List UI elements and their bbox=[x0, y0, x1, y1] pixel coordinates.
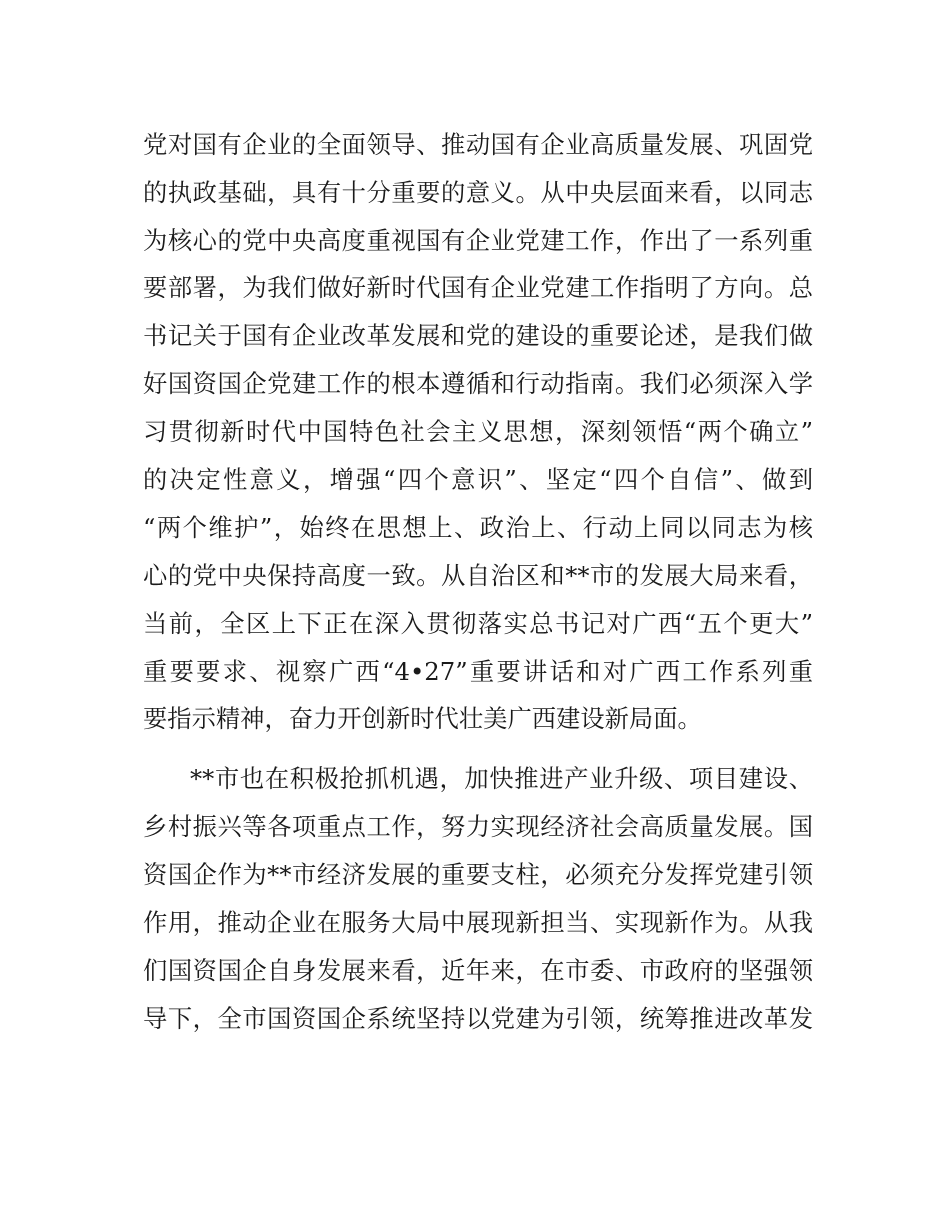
text-line: 资国企作为**市经济发展的重要支柱，必须充分发挥党建引领 bbox=[143, 860, 813, 889]
text-line: 们国资国企自身发展来看，近年来，在市委、市政府的坚强领 bbox=[143, 956, 813, 985]
text-line: **市也在积极抢抓机遇，加快推进产业升级、项目建设、 bbox=[190, 764, 813, 793]
text-line: “两个维护”，始终在思想上、政治上、行动上同以同志为核 bbox=[143, 513, 813, 542]
text-line: 心的党中央保持高度一致。从自治区和**市的发展大局来看， bbox=[143, 561, 813, 590]
text-line: 导下，全市国资国企系统坚持以党建为引领，统筹推进改革发 bbox=[143, 1004, 813, 1033]
text-line: 要部署，为我们做好新时代国有企业党建工作指明了方向。总 bbox=[143, 273, 813, 302]
text-line: 要指示精神，奋力开创新时代壮美广西建设新局面。 bbox=[143, 704, 702, 733]
text-line: 好国资国企党建工作的根本遵循和行动指南。我们必须深入学 bbox=[143, 369, 813, 398]
text-line: 的决定性意义，增强“四个意识”、坚定“四个自信”、做到 bbox=[143, 465, 813, 494]
text-line: 党对国有企业的全面领导、推动国有企业高质量发展、巩固党 bbox=[143, 130, 813, 159]
text-line: 书记关于国有企业改革发展和党的建设的重要论述，是我们做 bbox=[143, 321, 813, 350]
text-line: 重要要求、视察广西“4•27”重要讲话和对广西工作系列重 bbox=[143, 657, 813, 686]
text-line: 为核心的党中央高度重视国有企业党建工作，作出了一系列重 bbox=[143, 226, 813, 255]
text-line: 习贯彻新时代中国特色社会主义思想，深刻领悟“两个确立” bbox=[143, 417, 813, 446]
text-line: 当前，全区上下正在深入贯彻落实总书记对广西“五个更大” bbox=[143, 609, 813, 638]
text-line: 作用，推动企业在服务大局中展现新担当、实现新作为。从我 bbox=[143, 908, 813, 937]
text-line: 乡村振兴等各项重点工作，努力实现经济社会高质量发展。国 bbox=[143, 812, 813, 841]
text-line: 的执政基础，具有十分重要的意义。从中央层面来看，以同志 bbox=[143, 178, 813, 207]
